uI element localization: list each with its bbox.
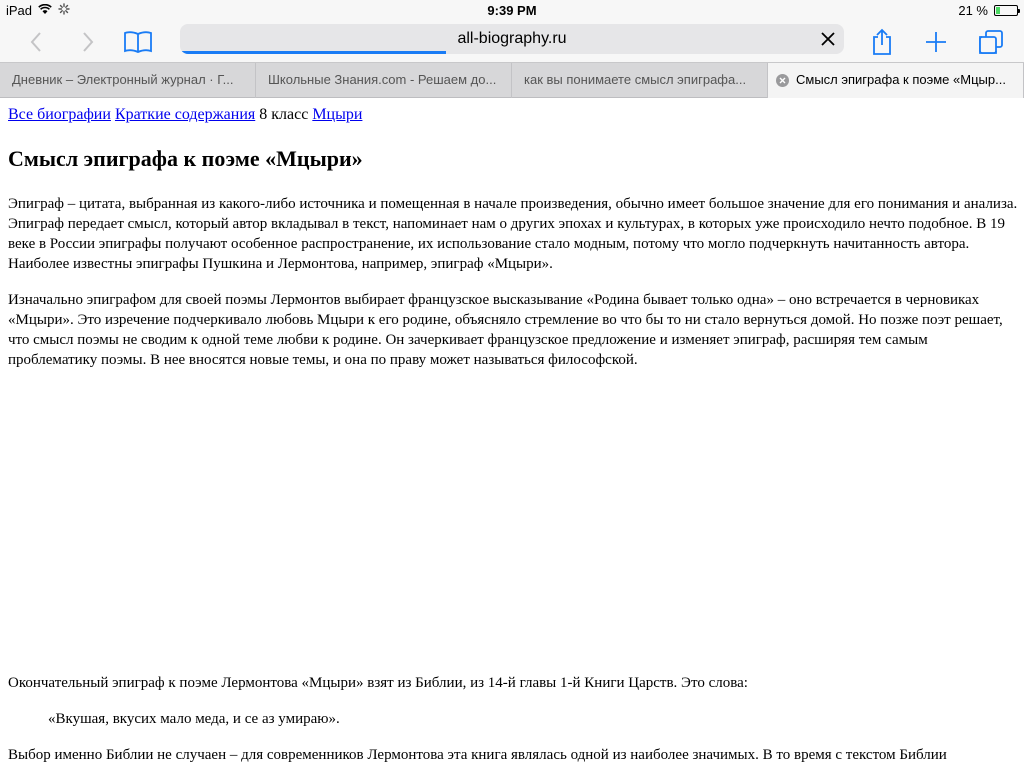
browser-toolbar [0,22,1024,62]
device-name: iPad [6,3,33,18]
tab-label: как вы понимаете смысл эпиграфа... [524,72,747,87]
article-paragraph: Изначально эпиграфом для своей поэмы Лермонтов выбирает французское высказывание «Родина бывает только одна» – оно встречается в черновиках «Мцыри». Это изречение подчеркивало любовь Мцыри к его родине, объясняло стремление во что бы то ни стало вернуться домой. Но позже поэт решает, что смысл поэмы не сводим к одной теме любви к родине. Он зачеркивает французское предложение и изменяет эпиграф, расширяя тем самым проблематику поэмы. В нее вносятся новые темы, и она по праву может называться философской. [8,292,1003,368]
page-load-progress [180,51,446,54]
article-paragraph: Окончательный эпиграф к поэме Лермонтова «Мцыри» взят из Библии, из 14-й главы 1-й Книги Царств. Это слова: [8,675,748,691]
status-bar [0,0,1024,22]
epigraph-quote: «Вкушая, вкусих мало меда, и се аз умираю». [48,711,340,727]
book-icon[interactable] [122,26,154,58]
tab-label: Смысл эпиграфа к поэме «Мцыр... [796,72,1006,87]
breadcrumb [8,105,1018,125]
tab-active-article[interactable] [768,63,1024,98]
page-title: Смысл эпиграфа к поэме «Мцыри» [8,146,363,171]
tab-label: Дневник – Электронный журнал · Г... [12,72,234,87]
tabs-icon[interactable] [975,26,1007,58]
article-paragraph: Эпиграф – цитата, выбранная из какого-либо источника и помещенная в начале произведения, обычно имеет большое значение для его понимания и анализа. Эпиграф передает смысл, который автор вкладывал в текст, напоминает нам о других эпохах и культурах, в которых уже происходило нечто подобное. В 19 веке в России эпиграфы получают особенное распространение, их использование стало модным, потому что могло подчеркнуть начитанность автора. Наиболее известны эпиграфы Пушкина и Лермонтова, например, эпиграф «Мцыри». [8,196,1018,272]
tab-dnevnik[interactable] [0,63,256,98]
breadcrumb-link-mtsyri[interactable]: Мцыри [312,106,363,123]
close-icon[interactable] [818,29,838,49]
tab-znaniya[interactable] [256,63,512,98]
battery-percent: 21 % [958,3,988,18]
share-icon[interactable] [866,26,898,58]
page-content [8,98,1018,765]
address-bar[interactable] [180,24,844,54]
url-text[interactable]: all-biography.ru [457,30,567,47]
clock: 9:39 PM [487,3,537,18]
article-paragraph: Выбор именно Библии не случаен – для современников Лермонтова эта книга являлась одной из наиболее значимых. В то время с текстом Библии [8,747,947,763]
tab-search-question[interactable] [512,63,768,98]
chevron-right-icon[interactable] [72,26,104,58]
plus-icon[interactable] [920,26,952,58]
breadcrumb-link-all-biographies[interactable]: Все биографии [8,106,111,123]
tab-close-icon[interactable] [776,74,789,87]
tab-label: Школьные Знания.com - Решаем до... [268,72,497,87]
breadcrumb-grade: 8 класс [259,106,309,123]
tab-bar [0,62,1024,98]
battery-fill [996,7,1000,14]
breadcrumb-link-summaries[interactable]: Краткие содержания [114,106,256,123]
battery-icon [994,5,1018,16]
chevron-left-icon[interactable] [20,26,52,58]
